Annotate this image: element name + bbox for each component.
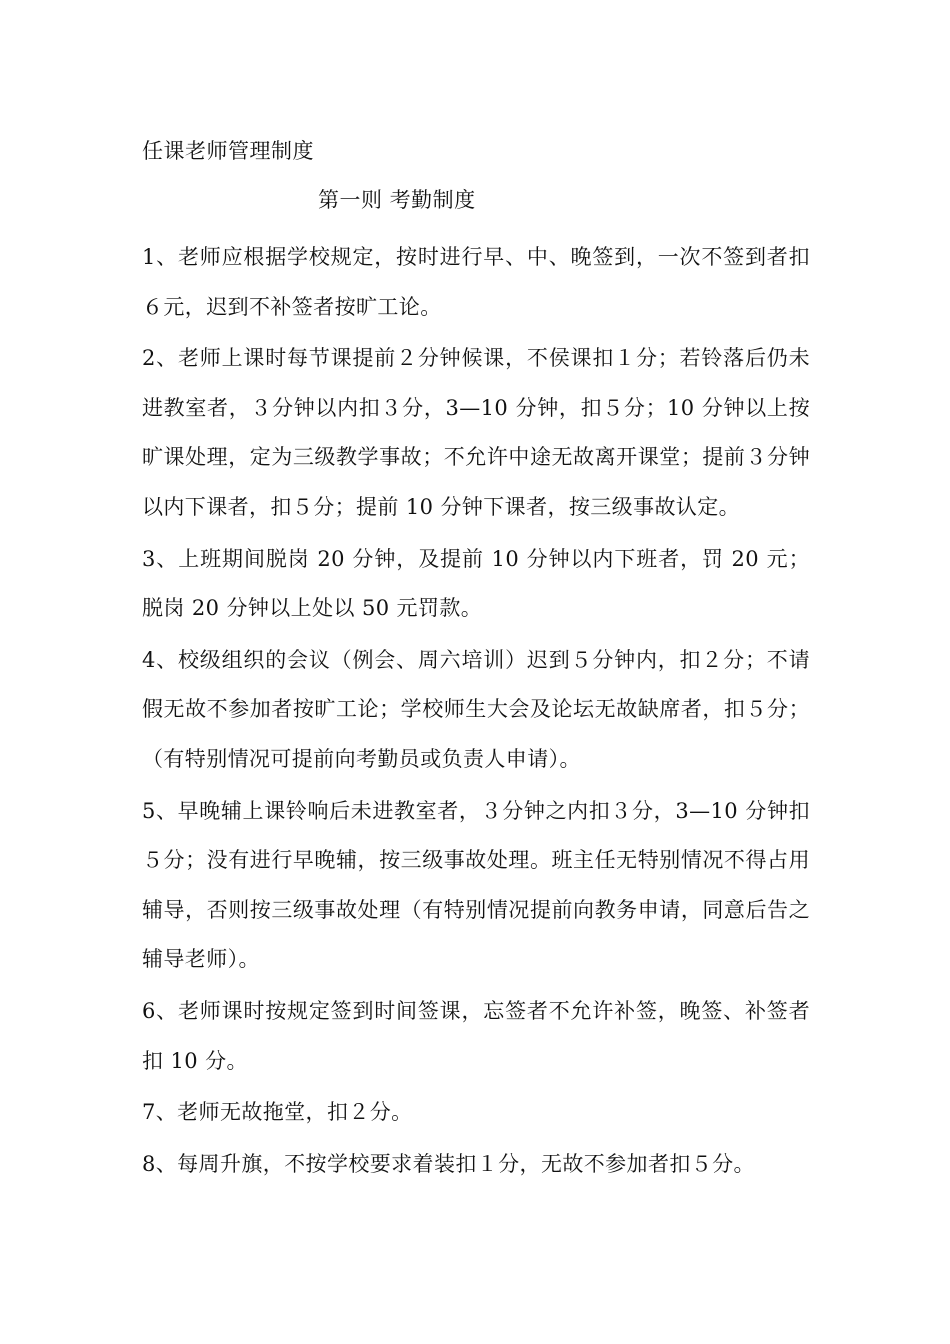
rule-item-8: 8、每周升旗，不按学校要求着装扣１分，无故不参加者扣５分。 <box>142 1151 755 1176</box>
section-heading: 第一则 考勤制度 <box>318 188 476 212</box>
rule-item-7: 7、老师无故拖堂，扣２分。 <box>142 1100 413 1125</box>
rule-item-6: 6、老师课时按规定签到时间签课，忘签者不允许补签，晚签、补签者扣 10 分。 <box>142 998 810 1073</box>
rules-list <box>142 233 810 1191</box>
document-title: 任课老师管理制度 <box>142 139 314 163</box>
rule-item-3: 3、上班期间脱岗 20 分钟，及提前 10 分钟以内下班者，罚 20 元；脱岗 20 分钟以上处以 50 元罚款。 <box>142 546 810 621</box>
rule-item-2: 2、老师上课时每节课提前２分钟候课，不侯课扣１分；若铃落后仍未进教室者，３分钟以内扣３分，3—10 分钟，扣５分；10 分钟以上按旷课处理，定为三级教学事故；不允许中途无故离开课堂；提前３分钟以内下课者，扣５分；提前 10 分钟下课者，按三级事故认定。 <box>142 346 810 519</box>
rule-item-5: 5、早晚辅上课铃响后未进教室者，３分钟之内扣３分，3—10 分钟扣５分；没有进行早晚辅，按三级事故处理。班主任无特别情况不得占用辅导，否则按三级事故处理（有特别情况提前向教务申请，同意后告之辅导老师）。 <box>142 798 810 972</box>
rule-item-4: 4、校级组织的会议（例会、周六培训）迟到５分钟内，扣２分；不请假无故不参加者按旷工论；学校师生大会及论坛无故缺席者，扣５分；（有特别情况可提前向考勤员或负责人申请）。 <box>142 647 810 771</box>
rule-item-1: 1、老师应根据学校规定，按时进行早、中、晚签到，一次不签到者扣６元，迟到不补签者按旷工论。 <box>142 245 810 319</box>
